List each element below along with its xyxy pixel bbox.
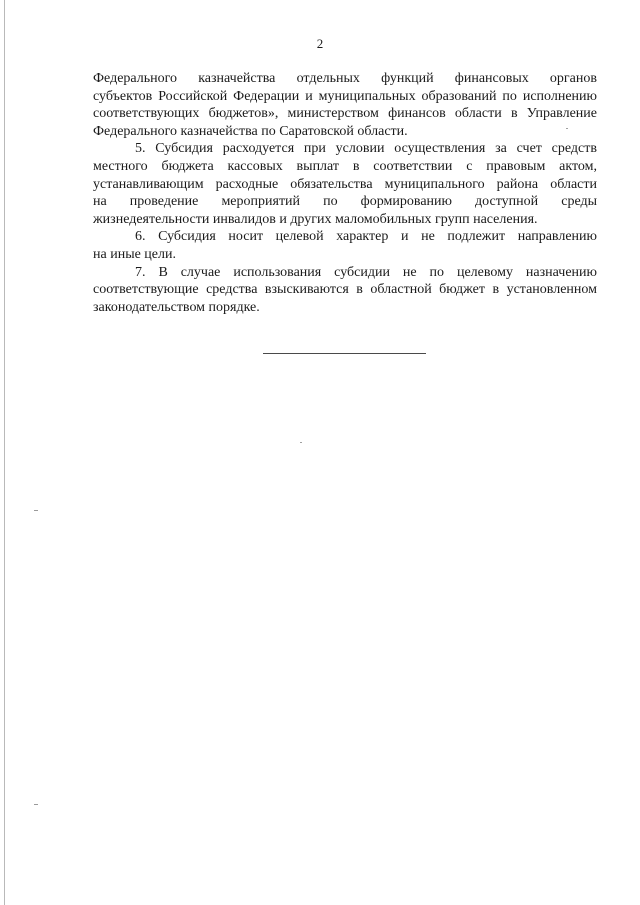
text-line: местного бюджета кассовых выплат в соответствии с правовым актом, [93, 158, 597, 174]
paragraph-item-5 [93, 140, 597, 228]
text-line: Федерального казначейства отдельных функций финансовых органов [93, 71, 597, 86]
paragraph-item-7 [93, 264, 597, 317]
document-body [93, 70, 597, 316]
text-line: законодательством порядке. [93, 299, 260, 315]
scan-left-edge [4, 0, 5, 905]
paragraph-item-6 [93, 228, 597, 263]
text-line: субъектов Российской Федерации и муниципальных образований по исполнению [93, 88, 597, 104]
paragraph-continuation [93, 70, 597, 140]
scan-speck [300, 442, 302, 443]
text-line: на проведение мероприятий по формированию доступной среды [93, 194, 597, 210]
scan-edge-mark [34, 804, 38, 805]
page-number: 2 [316, 36, 324, 51]
end-separator-line [263, 353, 426, 354]
text-line: жизнедеятельности инвалидов и других маломобильных групп населения. [93, 211, 538, 227]
text-line: устанавливающим расходные обязательства муниципального района области [93, 176, 597, 192]
text-line: 7. В случае использования субсидии не по целевому назначению [135, 264, 597, 280]
text-line: 5. Субсидия расходуется при условии осуществления за счет средств [135, 141, 597, 157]
text-line: соответствующие средства взыскиваются в областной бюджет в установленном [93, 282, 597, 298]
scan-edge-mark [34, 510, 38, 511]
text-line: соответствующих бюджетов», министерством финансов области в Управление [93, 106, 597, 122]
text-line: 6. Субсидия носит целевой характер и не подлежит направлению [135, 229, 597, 245]
text-line: на иные цели. [93, 246, 176, 262]
text-line: Федерального казначейства по Саратовской области. [93, 123, 408, 139]
